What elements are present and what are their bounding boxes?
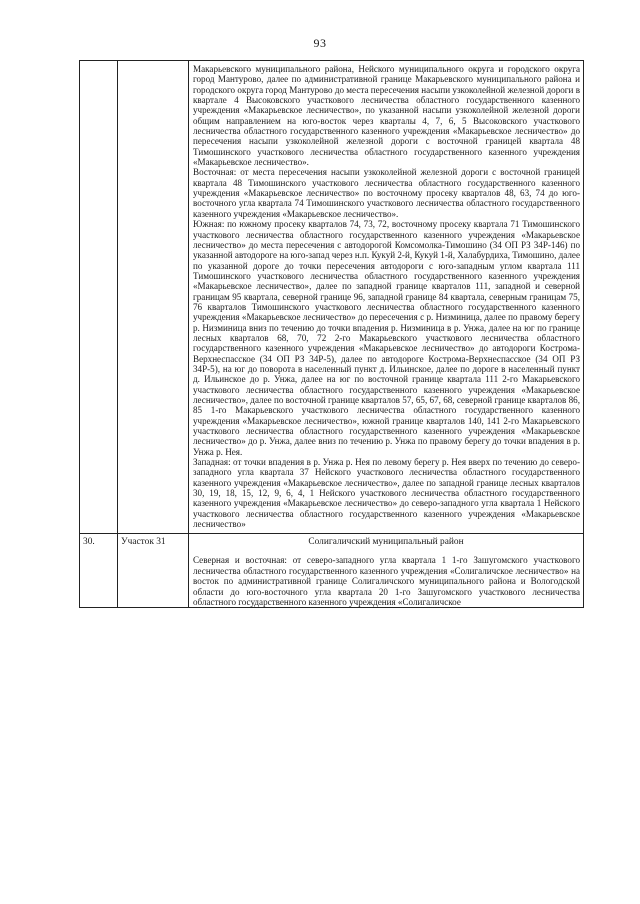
table-row (80, 534, 584, 608)
description-cell (189, 534, 584, 608)
number-cell (80, 534, 118, 608)
description-cell (189, 61, 584, 534)
boundary-paragraph: Восточная: от места пересечения насыпи узкоколейной железной дороги с восточной границей квартала 48 Тимошинского участкового лесничества областного государственного казенного учреждения «Макарьевское лесничество» по восточному просеку кварталов 48, 63, 74 до юго-восточного угла квартала 74 Тимошинского участкового лесничества областного государственного казенного учреждения «Макарьевское лесничество». (193, 167, 580, 219)
site-cell (118, 61, 189, 534)
page-number: 93 (313, 36, 327, 50)
site-name: Участок 31 (121, 537, 166, 548)
row-number: 30. (83, 537, 95, 548)
table-row (80, 61, 584, 534)
boundary-paragraph: Макарьевского муниципального района, Нейского муниципального округа и городского округа город Мантурово, далее по административной границе Макарьевского муниципального района и городского округа город Мантурово до места пересечения насыпи узкоколейной железной дороги в квартале 4 Высоковского участкового лесничества областного государственного казенного учреждения «Макарьевское лесничество», по указанной насыпи узкоколейной железной дороги общим направлением на юго-восток через кварталы 4, 7, 6, 5 Высоковского участкового лесничества областного государственного казенного учреждения «Макарьевское лесничество» до пересечения насыпи узкоколейной железной дороги с восточной границей квартала 48 Тимошинского участкового лесничества областного государственного казенного учреждения «Макарьевское лесничество». (193, 64, 580, 168)
boundary-paragraph: Северная и восточная: от северо-западного угла квартала 1 1-го Зашугомского участкового лесничества областного государственного казенного учреждения «Солигаличское лесничество» на восток по административной границе Солигаличского муниципального района и Вологодской области до юго-восточного угла квартала 20 1-го Зашугомского участкового лесничества областного государственного казенного учреждения «Солигаличское (193, 555, 580, 607)
boundary-paragraph: Южная: по южному просеку кварталов 74, 73, 72, восточному просеку квартала 71 Тимошинского участкового лесничества областного государственного казенного учреждения «Макарьевское лесничество» до места пересечения с автодорогой Комсомолка-Тимошино (34 ОП РЗ 34Р-146) по указанной автодороге на юго-запад через н.п. Кукуй 2-й, Кукуй 1-й, Халабурдиха, Тимошино, далее по указанной дороге до точки пересечения автодороги с юго-западным углом квартала 111 Тимошинского участкового лесничества областного государственного казенного учреждения «Макарьевское лесничество», далее по западной границе кварталов 111, западной и северной границам 95 квартала, северной границе 96, западной границе 84 квартала, северным границам 75, 76 кварталов Тимошинского участкового лесничества областного государственного казенного учреждения «Макарьевское лесничество» до пересечения с р. Низминица, далее по правому берегу р. Низминица вниз по течению до точки впадения р. Низминица в р. Унжа, далее на юг по границе лесных кварталов 68, 70, 72 2-го Макарьевского участкового лесничества областного государственного казенного учреждения «Макарьевское лесничество» до автодороги Кострома-Верхнеспасское (34 ОП РЗ 34Р-5), далее по автодороге Кострома-Верхнеспасское (34 ОП РЗ 34Р-5), на юг до поворота в населенный пункт д. Ильинское, далее по дороге в населенный пункт д. Ильинское до р. Унжа, далее на юг по восточной границе квартала 111 2-го Макарьевского участкового лесничества областного государственного казенного учреждения «Макарьевское лесничество», далее по восточной границе кварталов 57, 65, 67, 68, северной границе кварталов 86, 85 1-го Макарьевского участкового лесничества областного государственного казенного учреждения «Макарьевское лесничество», южной границе кварталов 140, 141 2-го Макарьевского участкового лесничества областного государственного казенного учреждения «Макарьевское лесничество» до р. Унжа, далее вниз по течению р. Унжа по правому берегу до точки впадения в р. Унжа р. Нея. (193, 219, 580, 457)
district-name: Солигаличский муниципальный район (308, 537, 464, 548)
site-cell (118, 534, 189, 608)
boundary-paragraph: Западная: от точки впадения в р. Унжа р. Нея по левому берегу р. Нея вверх по течению до северо-западного угла квартала 37 Нейского участкового лесничества областного государственного казенного учреждения «Макарьевское лесничество», далее по западной границе лесных кварталов 30, 19, 18, 15, 12, 9, 6, 4, 1 Нейского участкового лесничества областного государственного казенного учреждения «Макарьевское лесничество» до северо-западного угла квартала 1 Нейского участкового лесничества областного государственного казенного учреждения «Макарьевское лесничество» (193, 457, 580, 530)
number-cell (80, 61, 118, 534)
boundaries-table (79, 60, 584, 608)
